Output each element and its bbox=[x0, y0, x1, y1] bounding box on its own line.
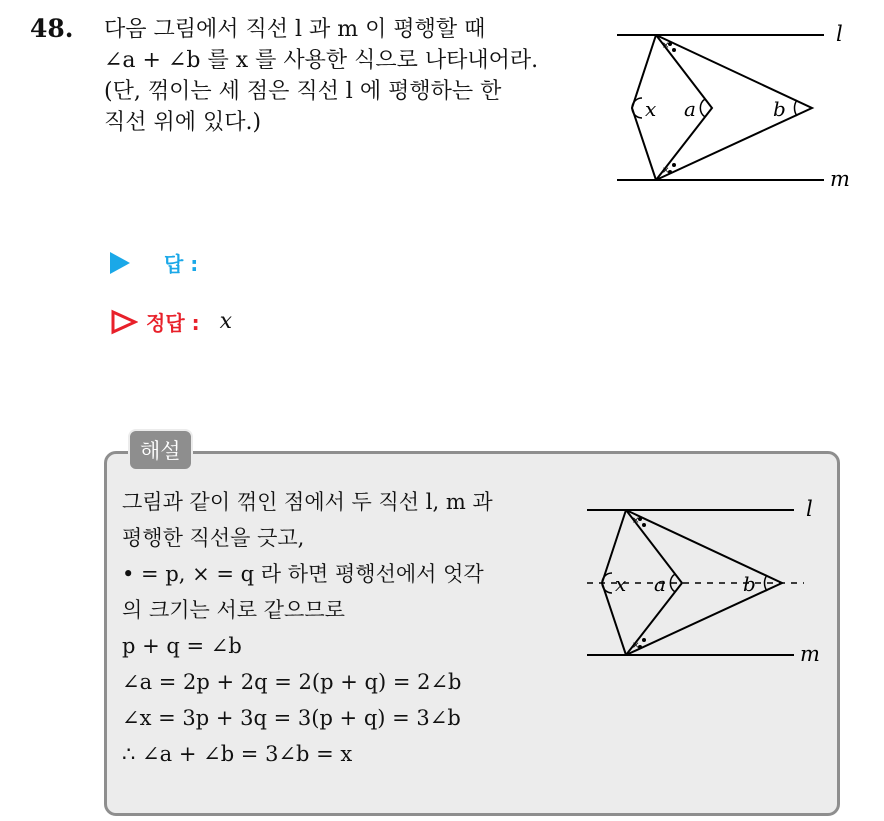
correct-value: x bbox=[219, 309, 233, 334]
label-a: a bbox=[684, 97, 696, 121]
solution-line: p + q = ∠b bbox=[122, 634, 242, 658]
dot-marker bbox=[642, 523, 646, 527]
solution-line: • = p, × = q 라 하면 평행선에서 엇각 bbox=[122, 562, 484, 586]
question-number: 48. bbox=[30, 14, 74, 43]
question-figure bbox=[612, 20, 862, 195]
label-l: l bbox=[836, 22, 843, 46]
angle-arc-b bbox=[794, 100, 797, 116]
label-m: m bbox=[830, 167, 850, 191]
answer-label: 답 : bbox=[164, 252, 199, 276]
right-path bbox=[656, 35, 812, 180]
label-x: x bbox=[615, 572, 627, 596]
dot-marker bbox=[672, 163, 676, 167]
solution-line: 의 크기는 서로 같으므로 bbox=[122, 598, 345, 622]
correct-arrow-icon bbox=[110, 309, 138, 335]
question-line: ∠a + ∠b 를 x 를 사용한 식으로 나타내어라. bbox=[104, 48, 539, 73]
question-line: (단, 꺾이는 세 점은 직선 l 에 평행하는 한 bbox=[104, 79, 502, 104]
solution-line: 평행한 직선을 긋고, bbox=[122, 526, 305, 550]
solution-text bbox=[122, 484, 493, 772]
question-line: 다음 그림에서 직선 l 과 m 이 평행할 때 bbox=[104, 17, 486, 42]
cross-marker: × bbox=[662, 166, 670, 176]
cross-marker: × bbox=[632, 641, 640, 651]
solution-tag: 해설 bbox=[128, 429, 193, 471]
angle-arc-b bbox=[764, 575, 767, 591]
question-line: 직선 위에 있다.) bbox=[104, 110, 262, 135]
cross-marker: × bbox=[632, 516, 640, 526]
angle-arc-a bbox=[700, 99, 705, 117]
solution-line: ∠a = 2p + 2q = 2(p + q) = 2∠b bbox=[122, 670, 462, 694]
dot-marker bbox=[642, 638, 646, 642]
label-l: l bbox=[806, 497, 813, 521]
solution-line: 그림과 같이 꺾인 점에서 두 직선 l, m 과 bbox=[122, 490, 493, 514]
solution-figure bbox=[582, 495, 842, 670]
cross-marker: × bbox=[662, 41, 670, 51]
dot-marker bbox=[672, 48, 676, 52]
label-a: a bbox=[654, 572, 666, 596]
correct-label: 정답 : bbox=[146, 311, 200, 335]
label-x: x bbox=[645, 97, 657, 121]
answer-arrow-icon bbox=[110, 252, 130, 274]
correct-answer-row bbox=[110, 307, 232, 336]
question-text bbox=[104, 14, 589, 138]
label-b: b bbox=[773, 97, 786, 121]
label-b: b bbox=[743, 572, 756, 596]
label-m: m bbox=[800, 642, 820, 666]
answer-row bbox=[110, 248, 198, 277]
solution-line: ∠x = 3p + 3q = 3(p + q) = 3∠b bbox=[122, 706, 461, 730]
solution-line: ∴ ∠a + ∠b = 3∠b = x bbox=[122, 742, 353, 766]
